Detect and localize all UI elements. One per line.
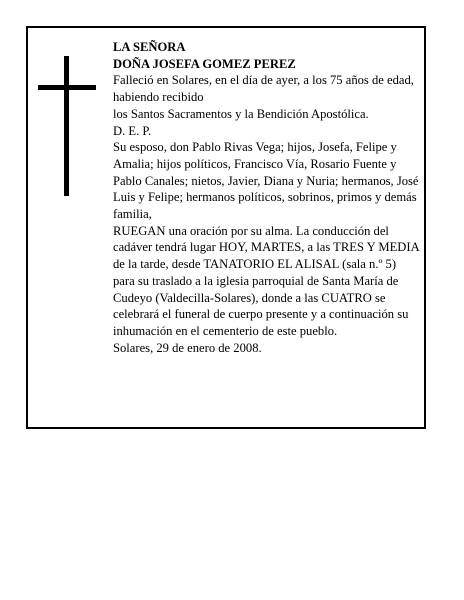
- passing-statement: Falleció en Solares, en el día de ayer, a los 75 años de edad, habiendo recibido: [113, 73, 414, 105]
- cross-vertical-bar: [64, 56, 69, 196]
- rip-abbreviation: D. E. P.: [113, 123, 152, 138]
- service-details: RUEGAN una oración por su alma. La conducción del cadáver tendrá lugar HOY, MARTES, a las TRES Y MEDIA de la tarde, desde TANATORIO EL ALISAL (sala n.º 5) para su traslado a la iglesia parroquial de Santa María de Cudeyo (Valdecilla-Solares), donde a las CUATRO se celebrará el funeral de cuerpo presente y a continuación su inhumación en el cementerio de este pueblo.: [113, 223, 419, 338]
- sacraments-statement: los Santos Sacramentos y la Bendición Apostólica.: [113, 106, 369, 121]
- cross-horizontal-bar: [38, 85, 96, 90]
- place-and-date: Solares, 29 de enero de 2008.: [113, 340, 262, 355]
- deceased-name: DOÑA JOSEFA GOMEZ PEREZ: [113, 56, 296, 71]
- notice-heading-title: LA SEÑORA: [113, 40, 186, 54]
- notice-body: [113, 39, 419, 356]
- family-list: Su esposo, don Pablo Rivas Vega; hijos, Josefa, Felipe y Amalia; hijos políticos, Francisco Vía, Rosario Fuente y Pablo Canales; nietos, Javier, Diana y Nuria; hermanos, José Luis y Felipe; hermanos políticos, sobrinos, primos y demás familia,: [113, 140, 419, 222]
